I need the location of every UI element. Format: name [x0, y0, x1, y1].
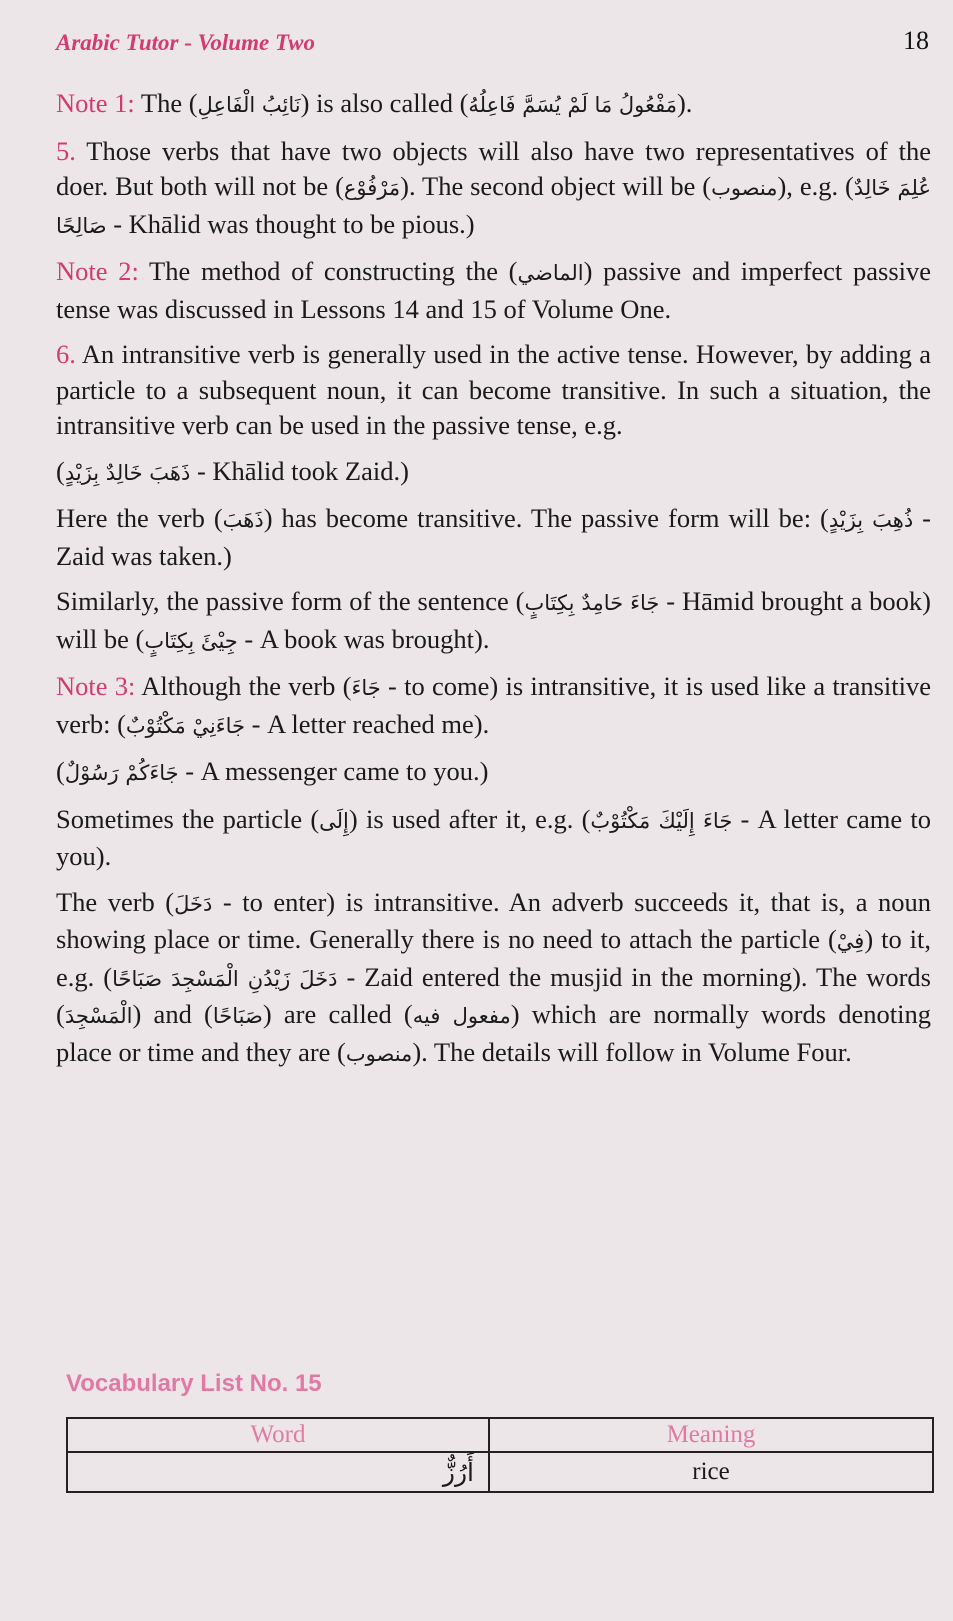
arabic-example: دَخَلَ زَيْدُنِ الْمَسْجِدَ صَبَاحًا	[112, 966, 338, 991]
arabic-term: مَرْفُوْع	[343, 176, 401, 200]
arabic-example: جَاءَنِيْ مَكْتُوْبٌ	[125, 713, 245, 738]
arabic-example: جَاءَ إِلَيْكَ مَكْتُوْبٌ	[590, 808, 733, 833]
arabic-term: فِيْ	[836, 929, 865, 953]
arabic-example: ذُهِبَ بِزَيْدٍ	[828, 508, 914, 532]
example-1: (ذَهَبَ خَالِدٌ بِزَيْدٍ - Khālid took Zaid.)	[56, 455, 409, 486]
paragraph-here: Here the verb (ذَهَبَ) has become transitive. The passive form will be: (ذُهِبَ بِزَيْدٍ - Zaid was taken.)	[56, 503, 931, 571]
column-header-meaning: Meaning	[489, 1418, 933, 1452]
example-2: (جَاءَكُمْ رَسُوْلٌ - A messenger came to you.)	[56, 756, 489, 786]
vocab-meaning: rice	[489, 1452, 933, 1492]
running-title: Arabic Tutor - Volume Two	[56, 30, 315, 55]
vocabulary-table	[66, 1417, 934, 1493]
arabic-term: جَاءَ	[351, 676, 381, 700]
arabic-example: عُلِمَ خَالِدٌ صَالِحًا	[56, 176, 931, 238]
table-row	[67, 1452, 933, 1492]
item-5: 5. Those verbs that have two objects will also have two representatives of the doer. But both will not be (مَرْفُوْع). The second object will be (منصوب), e.g. (عُلِمَ خَالِدٌ صَالِحًا - Khālid was thought to be pious.)	[56, 135, 931, 239]
paragraph-enter: The verb (دَخَلَ - to enter) is intransitive. An adverb succeeds it, that is, a noun showing place or time. Generally there is no need to attach the particle (فِيْ) to it, e.g. (دَخَلَ زَيْدُنِ الْمَسْجِدَ صَبَاحًا - Zaid entered the musjid in the morning). The words (الْمَسْجِدَ) and (صَبَاحًا) are called (مفعول فيه) which are normally words denoting place or time and they are (منصوب). The details will follow in Volume Four.	[56, 886, 931, 1067]
arabic-term: منصوب	[345, 1041, 413, 1066]
note-3: Note 3: Although the verb (جَاءَ - to come) is intransitive, it is used like a transitive verb: (جَاءَنِيْ مَكْتُوْبٌ - A letter reached me).	[56, 671, 932, 739]
arabic-term: دَخَلَ	[174, 891, 213, 916]
paragraph-sometimes: Sometimes the particle (إِلَى) is used after it, e.g. (جَاءَ إِلَيْكَ مَكْتُوْبٌ - A letter came to you).	[56, 803, 931, 871]
item-number: 5.	[56, 135, 76, 166]
arabic-example: جَاءَكُمْ رَسُوْلٌ	[64, 761, 179, 785]
arabic-example: جَاءَ حَامِدٌ بِكِتَابٍ	[524, 591, 660, 615]
arabic-term: نَائِبُ الْفَاعِلِ	[197, 93, 301, 117]
arabic-term: إِلَى	[319, 808, 349, 833]
note-label: Note 1:	[56, 88, 135, 118]
arabic-term: الماضي	[517, 261, 584, 285]
paragraph-similarly: Similarly, the passive form of the sentence (جَاءَ حَامِدٌ بِكِتَابٍ - Hāmid brought a book) will be (جِيْئَ بِكِتَابٍ - A book was brought).	[56, 586, 931, 654]
arabic-term: الْمَسْجِدَ	[64, 1004, 133, 1028]
item-number: 6.	[56, 339, 76, 369]
note-label: Note 2:	[56, 256, 139, 286]
item-6: 6. An intransitive verb is generally used in the active tense. However, by adding a particle to a subsequent noun, it can become transitive. In such a situation, the intransitive verb can be used in the passive tense, e.g.	[56, 339, 931, 440]
arabic-term: مفعول فيه	[412, 1004, 511, 1028]
arabic-example: جِيْئَ بِكِتَابٍ	[144, 628, 238, 653]
vocabulary-title: Vocabulary List No. 15	[66, 1370, 322, 1397]
column-header-word: Word	[67, 1418, 489, 1452]
vocab-word: أَرُزٌّ	[67, 1452, 489, 1492]
note-label: Note 3:	[56, 671, 136, 701]
body-text	[56, 86, 931, 1082]
page-number: 18	[903, 26, 929, 55]
note-1: Note 1: The (نَائِبُ الْفَاعِلِ) is also called (مَفْعُولُ مَا لَمْ يُسَمَّ فَاعِلُهُ).	[56, 88, 693, 118]
arabic-term: صَبَاحًا	[212, 1004, 263, 1028]
arabic-term: ذَهَبَ	[222, 508, 264, 532]
arabic-term: مَفْعُولُ مَا لَمْ يُسَمَّ فَاعِلُهُ	[468, 93, 677, 117]
arabic-term: منصوب	[711, 176, 778, 200]
note-2: Note 2: The method of constructing the (الماضي) passive and imperfect passive tense was discussed in Lessons 14 and 15 of Volume One.	[56, 256, 932, 324]
table-header-row	[67, 1418, 933, 1452]
arabic-example: ذَهَبَ خَالِدٌ بِزَيْدٍ	[64, 460, 191, 485]
